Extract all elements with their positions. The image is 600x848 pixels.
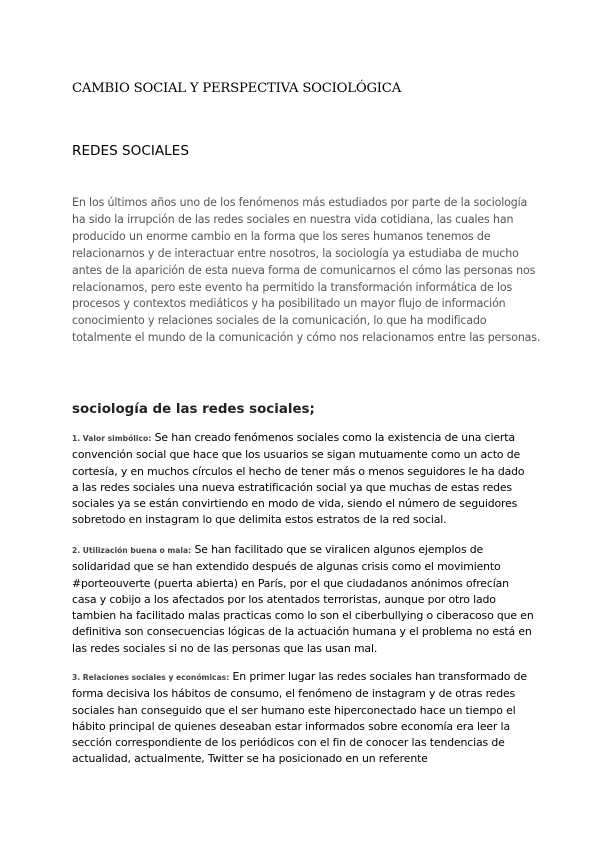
list-item	[72, 430, 534, 529]
list-item-text: Se han creado fenómenos sociales como la existencia de una cierta convención social que hace que los usuarios se sigan mutuamente como un acto de cortesía, y en muchos círculos el hecho de tener más o menos seguidores le ha dado a las redes sociales una nueva estratificación social ya que muchas de estas redes sociales ya se están convirtiendo en modo de vida, siendo el número de seguidores sobretodo en instagram lo que delimita estos estratos de la red social.	[72, 431, 525, 527]
list-item-lead: 3. Relaciones sociales y económicas:	[72, 673, 230, 682]
list-item-text: Se han facilitado que se viralicen algunos ejemplos de solidaridad que se han extendido después de algunas crisis como el movimiento #porteouverte (puerta abierta) en París, por el que ciudadanos anónimos ofrecían casa y cobijo a los afectados por los atentados terroristas, aunque por otro lado tambien ha facilitado malas practicas como lo son el ciberbullying o ciberacoso que en definitiva son consecuencias lógicas de la actuación humana y el problema no está en las redes sociales si no de las personas que las usan mal.	[72, 543, 534, 655]
list-item-lead: 1. Valor simbólico:	[72, 434, 152, 443]
document-title: CAMBIO SOCIAL Y PERSPECTIVA SOCIOLÓGICA	[72, 81, 402, 96]
subsection-heading: sociología de las redes sociales;	[72, 402, 315, 417]
list-item-text: En primer lugar las redes sociales han transformado de forma decisiva los hábitos de consumo, el fenómeno de instagram y de otras redes sociales han conseguido que el ser humano este hiperconectado hace un tiempo el hábito principal de quienes deseaban estar informados sobre economía era leer la sección correspondiente de los periódicos con el fin de conocer las tendencias de actualidad, actualmente, Twitter se ha posicionado en un referente	[72, 670, 527, 766]
list-item	[72, 669, 534, 768]
list-item	[72, 542, 534, 657]
section-heading: REDES SOCIALES	[72, 143, 189, 159]
intro-paragraph: En los últimos años uno de los fenómenos más estudiados por parte de la sociología ha sido la irrupción de las redes sociales en nuestra vida cotidiana, las cuales han producido un enorme cambio en la forma que los seres humanos tenemos de relacionarnos y de interactuar entre nosotros, la sociología ya estudiaba de mucho antes de la aparición de esta nueva forma de comunicarnos el cómo las personas nos relacionamos, pero este evento ha permitido la transformación informática de los procesos y contextos mediáticos y ha posibilitado un mayor flujo de información conocimiento y relaciones sociales de la comunicación, lo que ha modificado totalmente el mundo de la comunicación y cómo nos relacionamos entre las personas.	[72, 196, 541, 345]
list-item-lead: 2. Utilización buena o mala:	[72, 546, 192, 555]
